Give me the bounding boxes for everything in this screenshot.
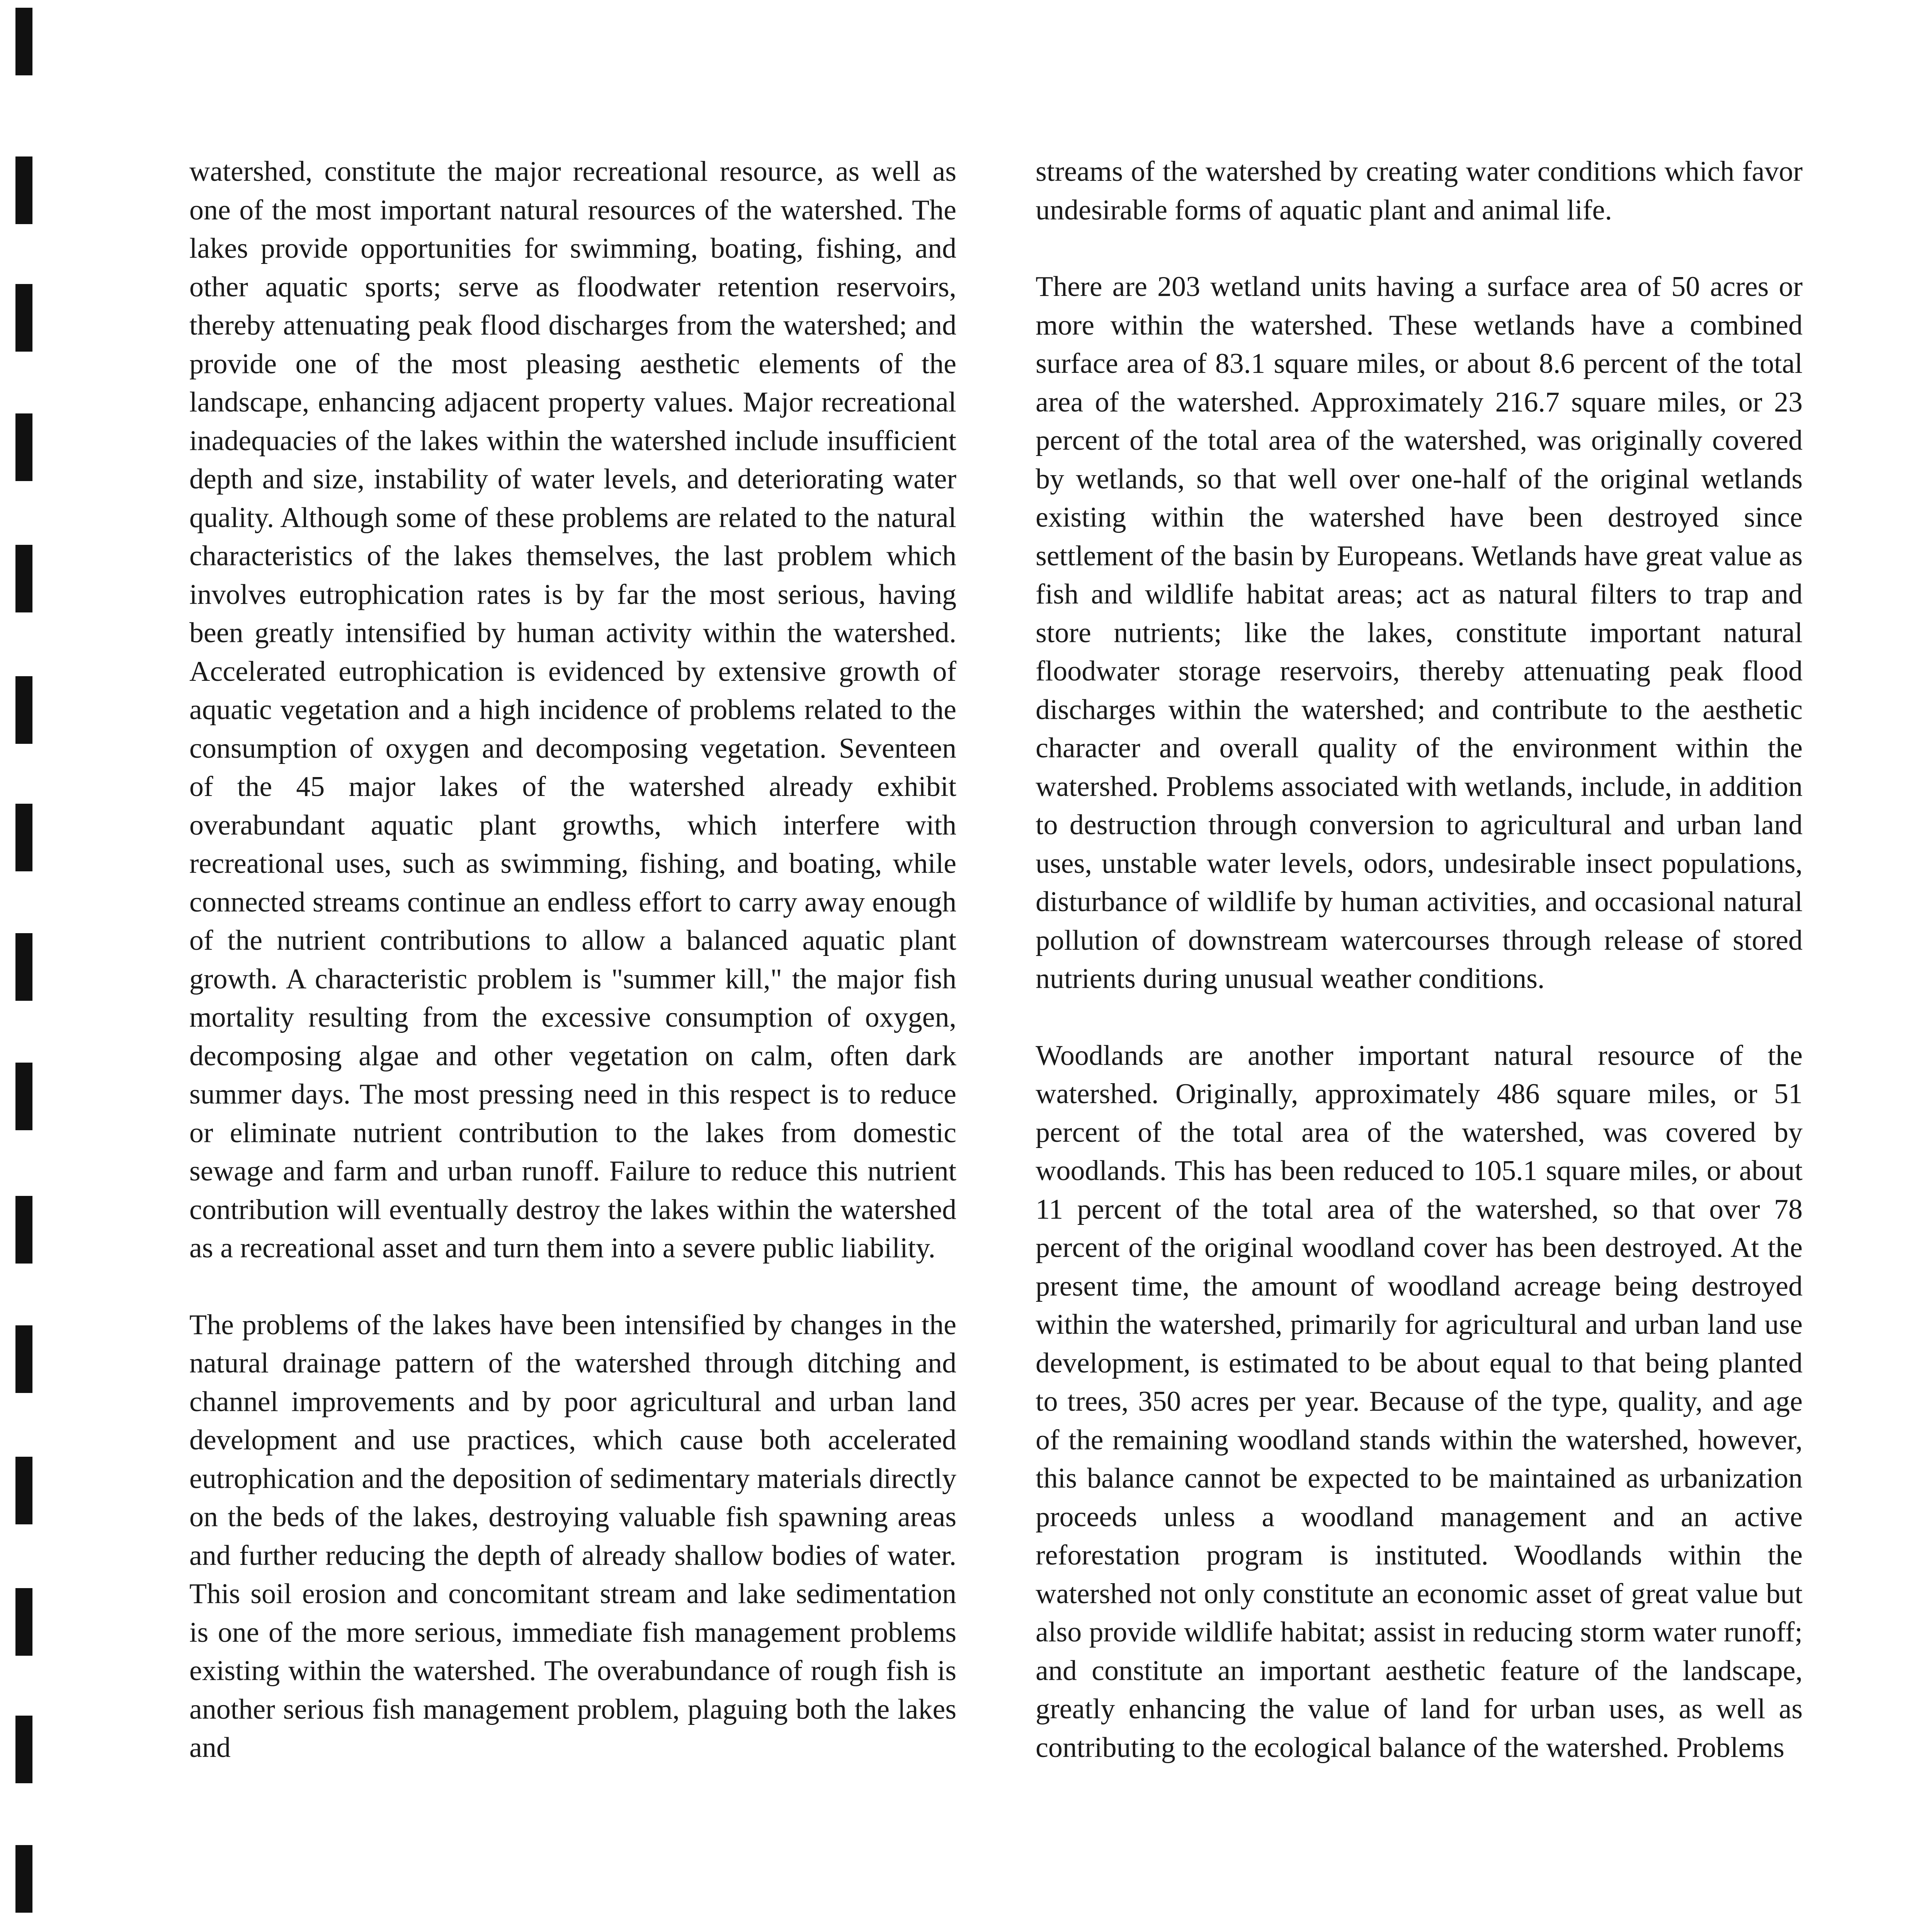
binding-mark <box>15 156 32 224</box>
binding-mark <box>15 1845 32 1913</box>
paragraph: Woodlands are another important natural resource of the watershed. Originally, approximately 486 square miles, or 51 percent of the total area of the watershed, was covered by woodlands. This has been reduced to 105.1 square miles, or about 11 percent of the total area of the watershed, so that over 78 percent of the original woodland cover has been destroyed. At the present time, the amount of woodland acreage being destroyed within the watershed, primarily for agricultural and urban land use development, is estimated to be about equal to that being planted to trees, 350 acres per year. Because of the type, quality, and age of the remaining woodland stands within the watershed, however, this balance cannot be expected to be maintained as urbanization proceeds unless a woodland management and an active reforestation program is instituted. Woodlands within the watershed not only constitute an economic asset of great value but also provide wildlife habitat; assist in reducing storm water runoff; and constitute an important aesthetic feature of the landscape, greatly enhancing the value of land for urban uses, as well as contributing to the ecological balance of the watershed. Problems <box>1036 1039 1803 1764</box>
paragraph: watershed, constitute the major recreational resource, as well as one of the most important natural resources of the watershed. The lakes provide opportunities for swimming, boating, fishing, and other aquatic sports; serve as floodwater retention reservoirs, thereby attenuating peak flood discharges from the watershed; and provide one of the most pleasing aesthetic elements of the landscape, enhancing adjacent property values. Major recreational inadequacies of the lakes within the watershed include insufficient depth and size, instability of water levels, and deteriorating water quality. Although some of these problems are related to the natural characteristics of the lakes themselves, the last problem which involves eutrophication rates is by far the most serious, having been greatly intensified by human activity within the watershed. Accelerated eutrophication is evidenced by extensive growth of aquatic vegetation and a high incidence of problems related to the consumption of oxygen and decomposing vegetation. Seventeen of the 45 major lakes of the watershed already exhibit overabundant aquatic plant growths, which interfere with recreational uses, such as swimming, fishing, and boating, while connected streams continue an endless effort to carry away enough of the nutrient contributions to allow a balanced aquatic plant growth. A characteristic problem is "summer kill," the major fish mortality resulting from the excessive consumption of oxygen, decomposing algae and other vegetation on calm, often dark summer days. The most pressing need in this respect is to reduce or eliminate nutrient contribution to the lakes from domestic sewage and farm and urban runoff. Failure to reduce this nutrient contribution will eventually destroy the lakes within the watershed as a recreational asset and turn them into a severe public liability. <box>189 156 956 1264</box>
paragraph: The problems of the lakes have been intensified by changes in the natural drainage pattern of the watershed through ditching and channel improvements and by poor agricultural and urban land development and use practices, which cause both accelerated eutrophication and the deposition of sedimentary materials directly on the beds of the lakes, destroying valuable fish spawning areas and further reducing the depth of already shallow bodies of water. This soil erosion and concomitant stream and lake sedimentation is one of the more serious, immediate fish management problems existing within the watershed. The overabundance of rough fish is another serious fish management problem, plaguing both the lakes and <box>189 1309 956 1764</box>
binding-mark <box>15 1588 32 1656</box>
binding-mark <box>15 1457 32 1524</box>
left-column <box>189 153 956 1767</box>
paragraph: There are 203 wetland units having a surface area of 50 acres or more within the watershed. These wetlands have a combined surface area of 83.1 square miles, or about 8.6 percent of the total area of the watershed. Approximately 216.7 square miles, or 23 percent of the total area of the watershed, was originally covered by wetlands, so that well over one-half of the original wetlands existing within the watershed have been destroyed since settlement of the basin by Europeans. Wetlands have great value as fish and wildlife habitat areas; act as natural filters to trap and store nutrients; like the lakes, constitute important natural floodwater storage reservoirs, thereby attenuating peak flood discharges within the watershed; and contribute to the aesthetic character and overall quality of the environment within the watershed. Problems associated with wetlands, include, in addition to destruction through conversion to agricultural and urban land uses, unstable water levels, odors, undesirable insect populations, disturbance of wildlife by human activities, and occasional natural pollution of downstream watercourses through release of stored nutrients during unusual weather conditions. <box>1036 271 1803 995</box>
right-column <box>1036 153 1803 1767</box>
binding-mark <box>15 676 32 744</box>
binding-mark <box>15 1063 32 1130</box>
binding-mark <box>15 804 32 871</box>
binding-marks <box>15 0 39 1932</box>
binding-mark <box>15 933 32 1001</box>
paragraph: streams of the watershed by creating water conditions which favor undesirable forms of aquatic plant and animal life. <box>1036 156 1803 226</box>
binding-mark <box>15 1325 32 1393</box>
binding-mark <box>15 284 32 352</box>
binding-mark <box>15 413 32 481</box>
binding-mark <box>15 8 32 75</box>
binding-mark <box>15 1196 32 1264</box>
binding-mark <box>15 1716 32 1783</box>
binding-mark <box>15 545 32 612</box>
